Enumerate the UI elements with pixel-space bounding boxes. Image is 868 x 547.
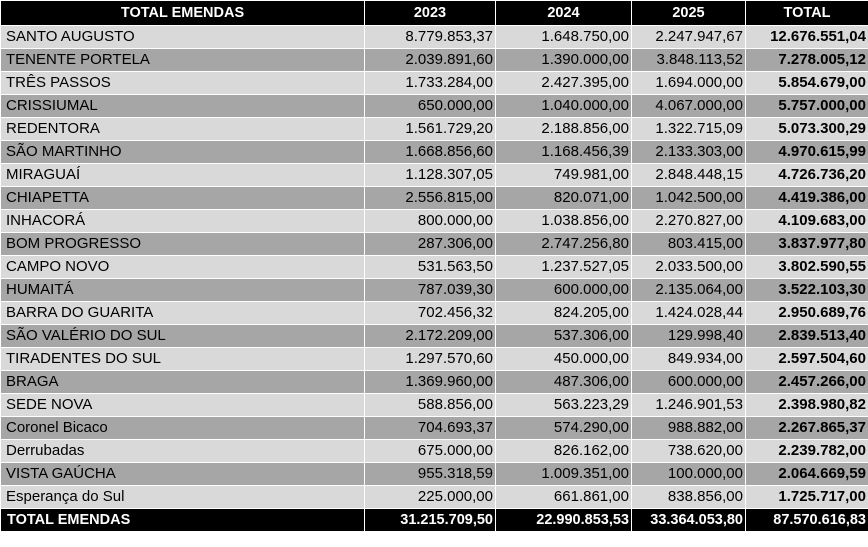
value-2024: 2.747.256,80 [496,233,632,256]
value-2024: 1.168.456,39 [496,141,632,164]
municipality-name: TENENTE PORTELA [1,49,365,72]
value-2025: 803.415,00 [632,233,746,256]
value-2025: 600.000,00 [632,371,746,394]
municipality-name: Esperança do Sul [1,486,365,509]
value-2023: 1.668.856,60 [365,141,496,164]
table-row [1,348,868,371]
footer-total: 87.570.616,83 [746,509,868,532]
value-2024: 600.000,00 [496,279,632,302]
value-2023: 650.000,00 [365,95,496,118]
header-label: TOTAL EMENDAS [1,1,365,26]
value-total: 2.267.865,37 [746,417,868,440]
municipality-name: INHACORÁ [1,210,365,233]
value-total: 4.419.386,00 [746,187,868,210]
value-total: 5.854.679,00 [746,72,868,95]
value-total: 4.970.615,99 [746,141,868,164]
footer-2025: 33.364.053,80 [632,509,746,532]
value-2025: 3.848.113,52 [632,49,746,72]
table-row [1,486,868,509]
value-2025: 838.856,00 [632,486,746,509]
value-total: 3.837.977,80 [746,233,868,256]
header-2024: 2024 [496,1,632,26]
municipality-name: HUMAITÁ [1,279,365,302]
value-2023: 675.000,00 [365,440,496,463]
value-2023: 704.693,37 [365,417,496,440]
municipality-name: TIRADENTES DO SUL [1,348,365,371]
table-row [1,371,868,394]
value-total: 1.725.717,00 [746,486,868,509]
municipality-name: BOM PROGRESSO [1,233,365,256]
municipality-name: SEDE NOVA [1,394,365,417]
municipality-name: BRAGA [1,371,365,394]
value-total: 3.522.103,30 [746,279,868,302]
table-row [1,210,868,233]
value-2025: 2.135.064,00 [632,279,746,302]
value-total: 3.802.590,55 [746,256,868,279]
value-2025: 100.000,00 [632,463,746,486]
value-2025: 2.848.448,15 [632,164,746,187]
table-row [1,118,868,141]
municipality-name: CRISSIUMAL [1,95,365,118]
value-2023: 2.172.209,00 [365,325,496,348]
value-2023: 1.561.729,20 [365,118,496,141]
value-2024: 749.981,00 [496,164,632,187]
value-2025: 988.882,00 [632,417,746,440]
municipality-name: SÃO VALÉRIO DO SUL [1,325,365,348]
table-row [1,49,868,72]
table-row [1,440,868,463]
footer-row [1,509,868,532]
value-2023: 225.000,00 [365,486,496,509]
value-2024: 1.648.750,00 [496,26,632,49]
municipality-name: MIRAGUAÍ [1,164,365,187]
table-row [1,95,868,118]
municipality-name: CAMPO NOVO [1,256,365,279]
table-row [1,233,868,256]
value-2024: 2.427.395,00 [496,72,632,95]
header-total: TOTAL [746,1,868,26]
value-2025: 2.247.947,67 [632,26,746,49]
header-2025: 2025 [632,1,746,26]
value-total: 2.239.782,00 [746,440,868,463]
value-2024: 820.071,00 [496,187,632,210]
value-total: 2.398.980,82 [746,394,868,417]
table-row [1,302,868,325]
value-2025: 2.270.827,00 [632,210,746,233]
value-total: 4.109.683,00 [746,210,868,233]
value-2024: 537.306,00 [496,325,632,348]
value-total: 12.676.551,04 [746,26,868,49]
value-2023: 2.039.891,60 [365,49,496,72]
table-body [1,26,868,509]
municipality-name: BARRA DO GUARITA [1,302,365,325]
table-row [1,325,868,348]
value-total: 2.597.504,60 [746,348,868,371]
value-2025: 2.033.500,00 [632,256,746,279]
value-2023: 787.039,30 [365,279,496,302]
value-2023: 955.318,59 [365,463,496,486]
value-total: 7.278.005,12 [746,49,868,72]
value-2025: 1.424.028,44 [632,302,746,325]
value-2025: 129.998,40 [632,325,746,348]
value-total: 2.064.669,59 [746,463,868,486]
value-2024: 1.040.000,00 [496,95,632,118]
value-2023: 1.733.284,00 [365,72,496,95]
municipality-name: SÃO MARTINHO [1,141,365,164]
value-2024: 563.223,29 [496,394,632,417]
table-row [1,279,868,302]
table-row [1,164,868,187]
value-total: 2.457.266,00 [746,371,868,394]
value-2025: 849.934,00 [632,348,746,371]
value-2023: 800.000,00 [365,210,496,233]
municipality-name: REDENTORA [1,118,365,141]
value-2023: 8.779.853,37 [365,26,496,49]
value-2024: 450.000,00 [496,348,632,371]
table-row [1,463,868,486]
value-2025: 2.133.303,00 [632,141,746,164]
municipality-name: TRÊS PASSOS [1,72,365,95]
value-2024: 1.009.351,00 [496,463,632,486]
table-row [1,26,868,49]
header-row [1,1,868,26]
value-2024: 574.290,00 [496,417,632,440]
value-2025: 4.067.000,00 [632,95,746,118]
footer-label: TOTAL EMENDAS [1,509,365,532]
value-2023: 1.128.307,05 [365,164,496,187]
value-2025: 1.042.500,00 [632,187,746,210]
value-2023: 531.563,50 [365,256,496,279]
value-total: 4.726.736,20 [746,164,868,187]
table-row [1,256,868,279]
value-total: 5.073.300,29 [746,118,868,141]
value-2023: 588.856,00 [365,394,496,417]
value-2023: 287.306,00 [365,233,496,256]
municipality-name: Derrubadas [1,440,365,463]
value-2024: 2.188.856,00 [496,118,632,141]
value-2024: 661.861,00 [496,486,632,509]
table-row [1,417,868,440]
municipality-name: VISTA GAÚCHA [1,463,365,486]
municipality-name: CHIAPETTA [1,187,365,210]
table-row [1,187,868,210]
table-row [1,394,868,417]
value-2024: 1.038.856,00 [496,210,632,233]
value-total: 2.950.689,76 [746,302,868,325]
table-row [1,141,868,164]
municipality-name: Coronel Bicaco [1,417,365,440]
header-2023: 2023 [365,1,496,26]
value-total: 2.839.513,40 [746,325,868,348]
value-2023: 1.369.960,00 [365,371,496,394]
value-2024: 1.390.000,00 [496,49,632,72]
table-row [1,72,868,95]
value-2024: 1.237.527,05 [496,256,632,279]
value-2024: 826.162,00 [496,440,632,463]
value-2025: 1.322.715,09 [632,118,746,141]
value-total: 5.757.000,00 [746,95,868,118]
value-2025: 1.246.901,53 [632,394,746,417]
value-2024: 824.205,00 [496,302,632,325]
value-2023: 702.456,32 [365,302,496,325]
municipality-name: SANTO AUGUSTO [1,26,365,49]
value-2023: 1.297.570,60 [365,348,496,371]
value-2025: 738.620,00 [632,440,746,463]
value-2023: 2.556.815,00 [365,187,496,210]
value-2025: 1.694.000,00 [632,72,746,95]
footer-2023: 31.215.709,50 [365,509,496,532]
footer-2024: 22.990.853,53 [496,509,632,532]
value-2024: 487.306,00 [496,371,632,394]
